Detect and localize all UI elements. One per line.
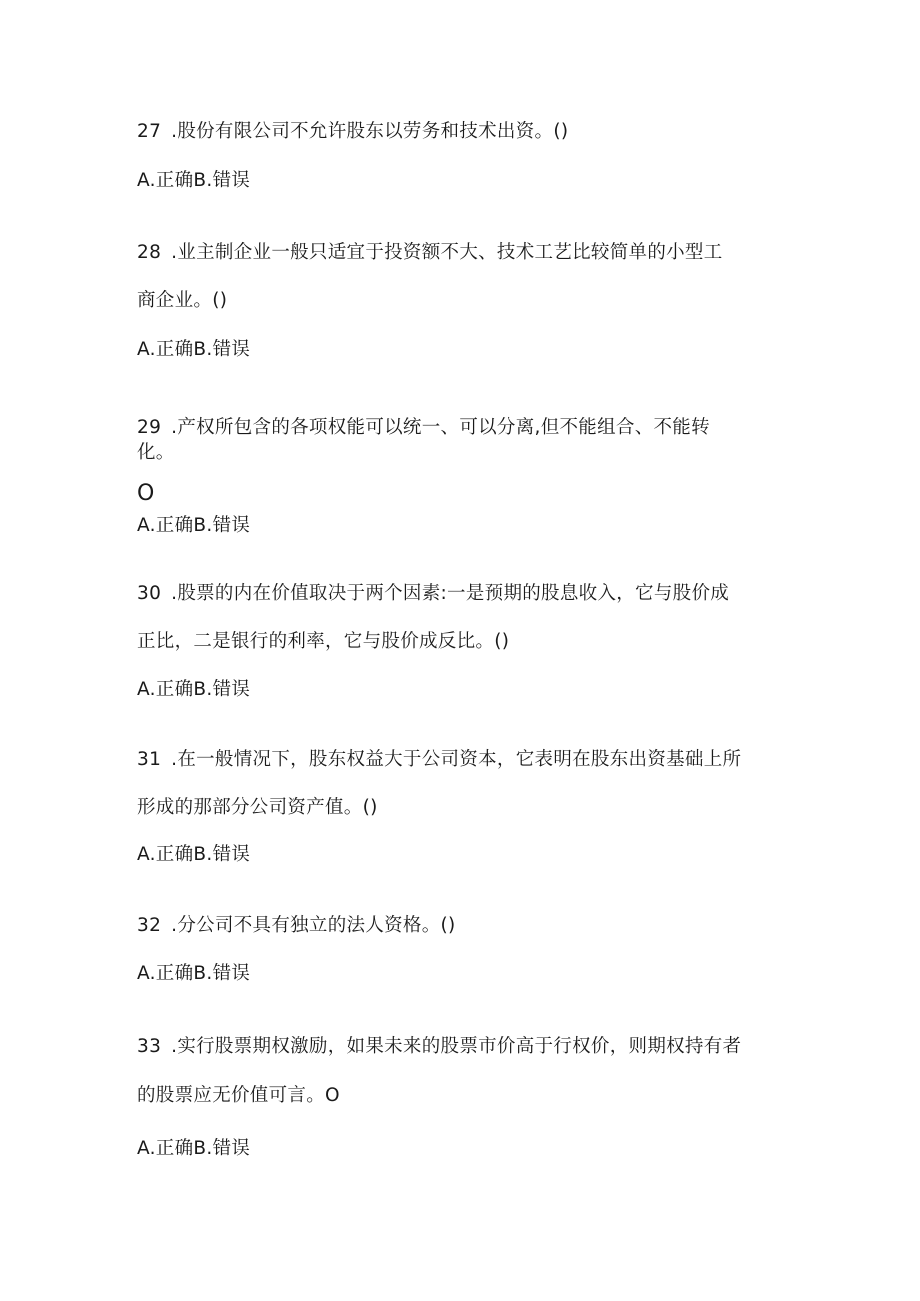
question-text: .业主制企业一般只适宜于投资额不大、技术工艺比较简单的小型工 <box>171 242 723 263</box>
question-text: .股份有限公司不允许股东以劳务和技术出资。() <box>171 121 569 142</box>
question-31-line-1 <box>137 748 741 772</box>
question-text: .在一般情况下，股东权益大于公司资本，它表明在股东出资基础上所 <box>171 749 742 770</box>
question-text: .产权所包含的各项权能可以统一、可以分离,但不能组合、不能转 <box>171 417 710 438</box>
question-number: 32 <box>137 915 162 936</box>
question-text: .股票的内在价值取决于两个因素:一是预期的股息收入，它与股价成 <box>171 583 730 604</box>
question-29-line-1 <box>137 416 710 440</box>
question-number: 30 <box>137 583 162 604</box>
question-30-line-1 <box>137 582 729 606</box>
question-29-options: A.正确B.错误 <box>137 515 251 536</box>
question-text: .分公司不具有独立的法人资格。() <box>171 915 456 936</box>
question-text: .实行股票期权激励，如果未来的股票市价高于行权价，则期权持有者 <box>171 1036 742 1057</box>
question-28-line-1 <box>137 241 723 265</box>
question-33-line-2: 的股票应无价值可言。O <box>137 1085 340 1106</box>
question-28-line-2: 商企业。() <box>137 290 228 311</box>
question-32-options: A.正确B.错误 <box>137 963 251 984</box>
question-27-line-1 <box>137 120 568 144</box>
question-number: 29 <box>137 417 162 438</box>
question-32-line-1 <box>137 914 456 938</box>
question-33-options: A.正确B.错误 <box>137 1138 251 1159</box>
question-29-line-2: 化。 <box>137 442 175 463</box>
question-number: 33 <box>137 1036 162 1057</box>
question-31-options: A.正确B.错误 <box>137 844 251 865</box>
question-number: 27 <box>137 121 162 142</box>
question-28-options: A.正确B.错误 <box>137 339 251 360</box>
question-number: 28 <box>137 242 162 263</box>
question-31-line-2: 形成的那部分公司资产值。() <box>137 797 378 818</box>
question-29-mark: O <box>137 481 155 506</box>
question-number: 31 <box>137 749 162 770</box>
question-30-options: A.正确B.错误 <box>137 679 251 700</box>
question-30-line-2: 正比，二是银行的利率，它与股价成反比。() <box>137 631 510 652</box>
question-27-options: A.正确B.错误 <box>137 170 251 191</box>
question-33-line-1 <box>137 1035 741 1059</box>
